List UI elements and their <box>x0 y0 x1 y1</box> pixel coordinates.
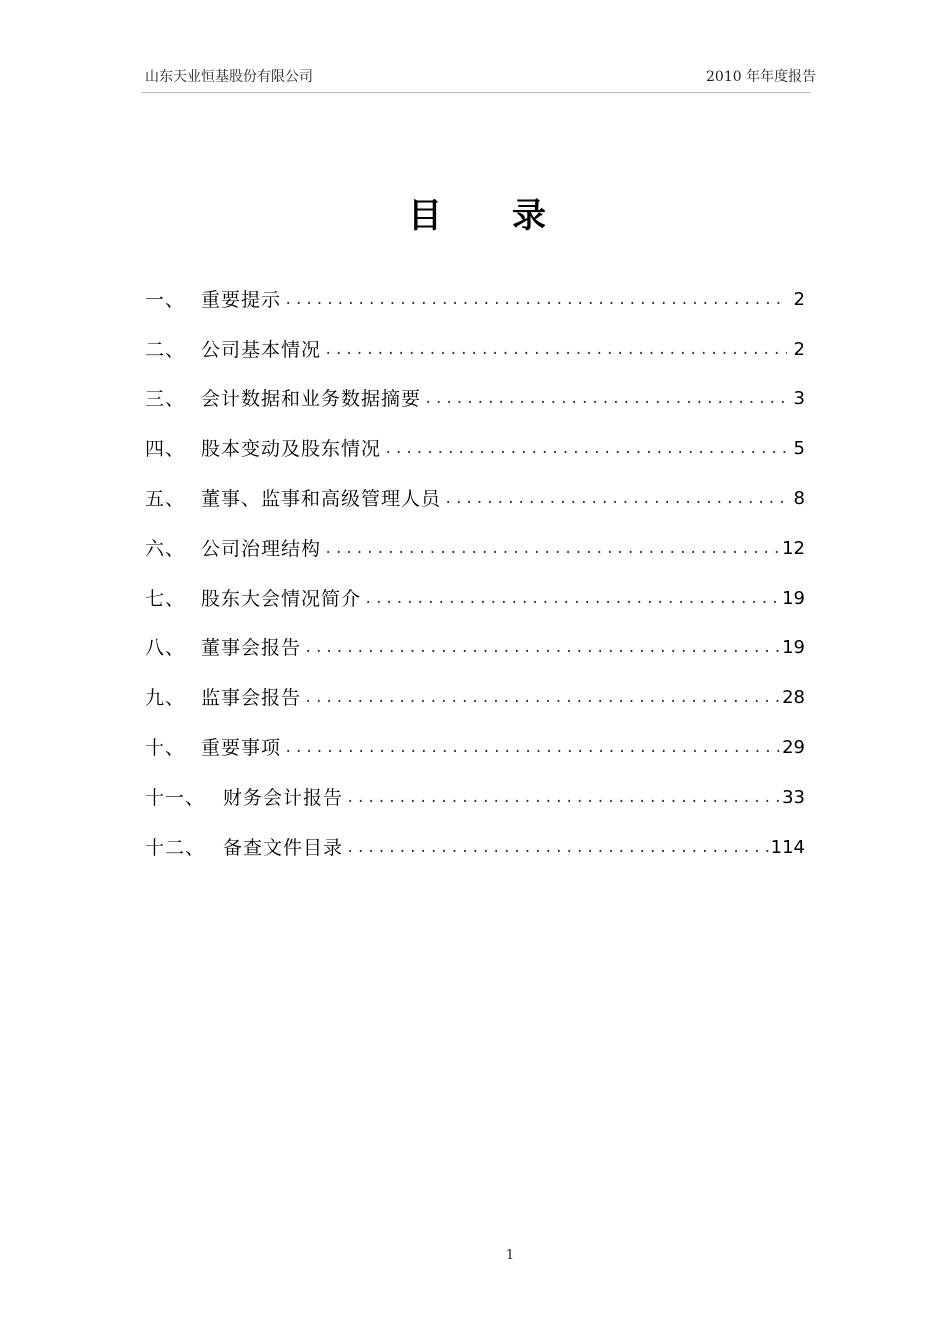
header-report-title: 2010 年年度报告 <box>706 69 817 85</box>
toc-entry-page: 2 <box>793 288 805 310</box>
toc-entry-label: 财务会计报告 <box>223 786 344 809</box>
toc-dot-leader <box>301 683 782 713</box>
toc-entry-label: 公司治理结构 <box>201 537 322 560</box>
toc-entry-number: 八、 <box>145 637 186 660</box>
toc-entry-number: 五、 <box>145 488 186 511</box>
toc-entry-label: 会计数据和业务数据摘要 <box>201 388 422 411</box>
toc-entry[interactable] <box>145 773 805 823</box>
toc-entry-page: 8 <box>793 488 805 510</box>
toc-entry-page: 19 <box>782 587 805 609</box>
toc-entry[interactable] <box>145 474 805 524</box>
toc-entry-number: 三、 <box>145 388 186 411</box>
toc-entry[interactable] <box>145 275 805 325</box>
toc-entry-page: 28 <box>782 687 805 709</box>
toc-dot-leader <box>321 335 787 365</box>
toc-entry-number: 十二、 <box>145 836 206 859</box>
toc-dot-leader <box>281 733 782 763</box>
toc-entry-number: 一、 <box>145 288 186 311</box>
toc-entry-label: 股东大会情况简介 <box>201 587 362 610</box>
toc-entry-page: 114 <box>770 836 805 858</box>
toc-dot-leader <box>321 534 782 564</box>
toc-dot-leader <box>421 384 787 414</box>
toc-entry[interactable] <box>145 823 805 873</box>
toc-entry-number: 九、 <box>145 687 186 710</box>
toc-entry-number: 六、 <box>145 537 186 560</box>
toc-entry[interactable] <box>145 723 805 773</box>
toc-entry-number: 十一、 <box>145 786 206 809</box>
toc-entry[interactable] <box>145 624 805 674</box>
toc-dot-leader <box>281 285 787 315</box>
toc-entry-label: 重要提示 <box>201 288 282 311</box>
header-divider <box>142 92 810 93</box>
toc-entry-page: 19 <box>782 637 805 659</box>
toc-entry[interactable] <box>145 673 805 723</box>
toc-entry-label: 重要事项 <box>201 737 282 760</box>
toc-entry-number: 七、 <box>145 587 186 610</box>
toc-entry[interactable] <box>145 574 805 624</box>
toc-entry-page: 29 <box>782 737 805 759</box>
toc-entry-number: 四、 <box>145 438 186 461</box>
toc-entry-label: 股本变动及股东情况 <box>201 438 382 461</box>
header-company-name: 山东天业恒基股份有限公司 <box>145 69 313 85</box>
toc-dot-leader <box>361 584 782 614</box>
toc-dot-leader <box>381 434 787 464</box>
table-of-contents <box>145 275 805 873</box>
toc-entry[interactable] <box>145 325 805 375</box>
toc-entry-page: 5 <box>793 438 805 460</box>
toc-entry-number: 十、 <box>145 737 186 760</box>
toc-entry-label: 监事会报告 <box>201 687 302 710</box>
toc-entry-label: 董事会报告 <box>201 637 302 660</box>
toc-entry-label: 备查文件目录 <box>223 836 344 859</box>
toc-entry-page: 33 <box>782 786 805 808</box>
toc-entry-page: 3 <box>793 388 805 410</box>
footer-page-number: 1 <box>505 1248 515 1263</box>
page-title: 目录 <box>408 196 616 236</box>
toc-entry-page: 2 <box>793 338 805 360</box>
toc-dot-leader <box>441 484 787 514</box>
toc-dot-leader <box>301 633 782 663</box>
toc-dot-leader <box>343 833 771 863</box>
toc-entry-label: 董事、监事和高级管理人员 <box>201 488 442 511</box>
toc-dot-leader <box>343 783 782 813</box>
toc-entry-page: 12 <box>782 537 805 559</box>
toc-entry-label: 公司基本情况 <box>201 338 322 361</box>
toc-entry[interactable] <box>145 375 805 425</box>
toc-entry-number: 二、 <box>145 338 186 361</box>
toc-entry[interactable] <box>145 524 805 574</box>
toc-entry[interactable] <box>145 424 805 474</box>
